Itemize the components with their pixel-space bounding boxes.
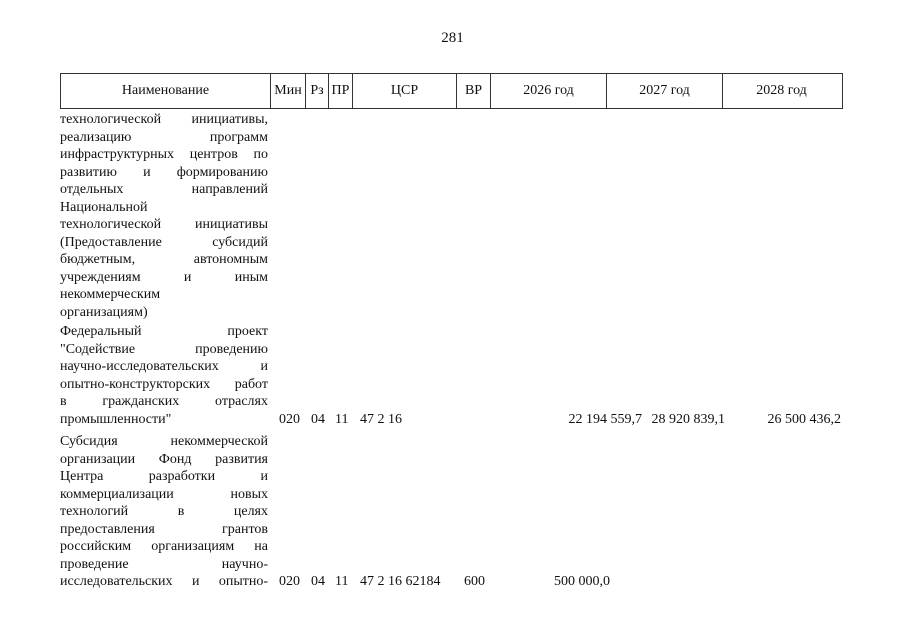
header-name: Наименование <box>61 74 271 108</box>
name-line: "Содействие проведению <box>60 341 268 357</box>
name-line: (Предоставление субсидий <box>60 234 268 250</box>
header-pr: ПР <box>329 74 353 108</box>
name-line: организациям) <box>60 304 148 320</box>
name-line: проведение научно- <box>60 556 268 572</box>
row-rz: 04 <box>311 411 325 427</box>
name-line: учреждениям и иным <box>60 269 268 285</box>
row-vr: 600 <box>464 574 485 589</box>
row-2026: 22 194 559,7 <box>568 411 642 427</box>
name-line: отдельных направлений <box>60 182 268 197</box>
name-line: организации Фонд развития <box>60 451 268 467</box>
row-2026: 500 000,0 <box>554 574 610 589</box>
row-csr: 47 2 16 <box>360 411 402 427</box>
header-rz: Рз <box>306 74 329 108</box>
header-2027: 2027 год <box>607 74 723 108</box>
row-pr: 11 <box>335 411 349 427</box>
name-line: промышленности" <box>60 411 172 427</box>
name-line: инфраструктурных центров по <box>60 147 268 162</box>
row-2027: 28 920 839,1 <box>651 411 725 427</box>
name-line: предоставления грантов <box>60 521 268 537</box>
name-line: российским организациям на <box>60 539 268 554</box>
row-pr: 11 <box>335 574 349 589</box>
name-line: в гражданских отраслях <box>60 394 268 409</box>
name-line: Национальной <box>60 199 148 215</box>
header-min: Мин <box>271 74 306 108</box>
page-number: 281 <box>441 30 464 46</box>
name-line: бюджетным, автономным <box>60 252 268 267</box>
header-vr: ВР <box>457 74 491 108</box>
row-min: 020 <box>279 574 300 589</box>
name-line: некоммерческим <box>60 287 161 302</box>
header-2028: 2028 год <box>756 83 807 98</box>
name-line: Центра разработки и <box>60 469 268 484</box>
name-line: развитию и формированию <box>60 164 268 180</box>
name-line: коммерциализации новых <box>60 486 268 502</box>
name-line: Федеральный проект <box>60 324 268 339</box>
row-name <box>60 433 268 591</box>
name-line: технологической инициативы, <box>60 112 268 127</box>
table-header <box>60 73 843 109</box>
name-line: исследовательских и опытно- <box>60 574 268 589</box>
header-csr: ЦСР <box>353 74 457 108</box>
row-min: 020 <box>279 411 300 427</box>
row-name <box>60 111 268 321</box>
name-line: реализацию программ <box>60 129 268 145</box>
row-name <box>60 323 268 428</box>
row-2028: 26 500 436,2 <box>767 411 841 427</box>
name-line: научно-исследовательских и <box>60 359 268 374</box>
name-line: технологий в целях <box>60 504 268 519</box>
name-line: технологической инициативы <box>60 217 268 232</box>
name-line: опытно-конструкторских работ <box>60 376 268 392</box>
row-csr: 47 2 16 62184 <box>360 574 441 589</box>
header-2026: 2026 год <box>491 74 607 108</box>
name-line: Субсидия некоммерческой <box>60 434 268 449</box>
row-rz: 04 <box>311 574 325 589</box>
